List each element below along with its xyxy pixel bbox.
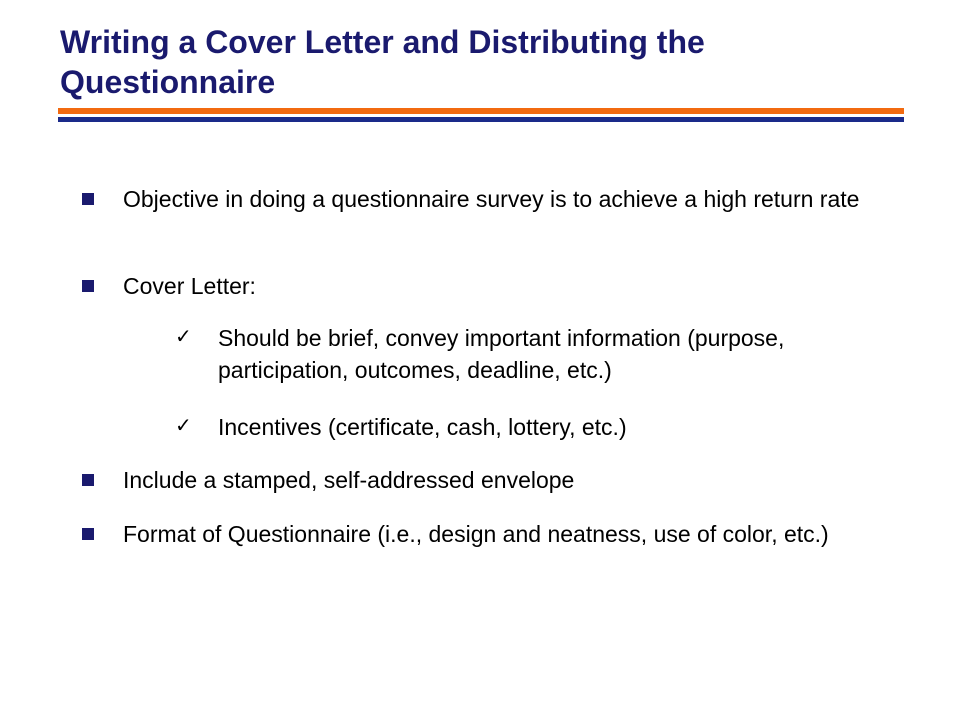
sub-bullet-item-incentives: Incentives (certificate, cash, lottery, etc.) — [218, 414, 627, 440]
square-bullet-icon — [82, 474, 94, 486]
checkmark-icon: ✓ — [175, 324, 192, 348]
checkmark-icon: ✓ — [175, 413, 192, 437]
square-bullet-icon — [82, 193, 94, 205]
slide-title: Writing a Cover Letter and Distributing the Questionnaire — [60, 24, 705, 100]
sub-bullet-item-brief: Should be brief, convey important information (purpose, participation, outcomes, deadline, etc.) — [218, 325, 785, 383]
bullet-item-cover-letter: Cover Letter: — [123, 273, 256, 299]
bullet-item-objective: Objective in doing a questionnaire survey is to achieve a high return rate — [123, 186, 860, 212]
bullet-item-envelope: Include a stamped, self-addressed envelope — [123, 467, 575, 493]
title-divider-blue — [58, 117, 904, 122]
square-bullet-icon — [82, 280, 94, 292]
bullet-item-format: Format of Questionnaire (i.e., design and neatness, use of color, etc.) — [123, 521, 829, 547]
square-bullet-icon — [82, 528, 94, 540]
